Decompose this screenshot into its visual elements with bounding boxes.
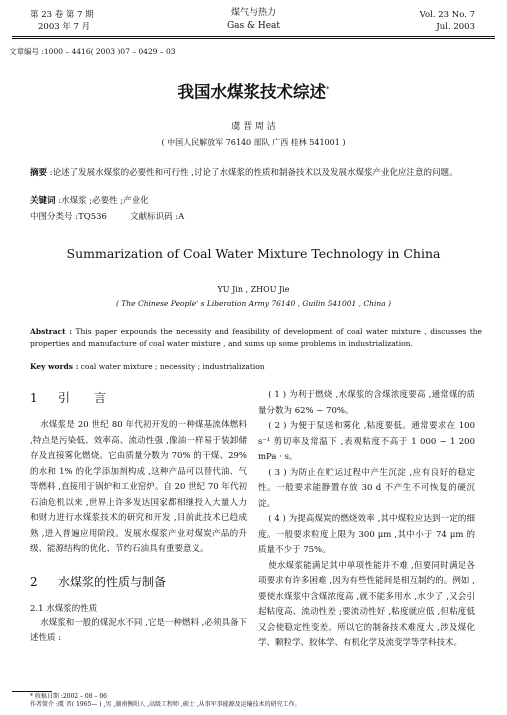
class-number-label: 中图分类号 : (30, 212, 79, 222)
volume-issue-line: 第 23 卷 第 7 期 (30, 10, 94, 20)
date-en-line: Jul. 2003 (436, 22, 475, 32)
body-right-column (258, 388, 475, 652)
property-item-1: ( 1 ) 为利于燃烧 ,水煤浆的含煤浓度要高 ,通常煤的质量分数为 62% ~ 70%。 (258, 390, 475, 416)
section-2-number: 2 (30, 574, 38, 589)
keywords-en-label: Key words : (30, 362, 79, 371)
abstract-cn-text: :论述了发展水煤浆的必要性和可行性 ,讨论了水煤浆的性质和制备技术以及发展水煤浆产业化应注意的问题。 (47, 168, 458, 178)
abstract-en-label: Abstract : (30, 327, 73, 336)
document-code-label: 文献标识码 : (130, 212, 179, 222)
section-1-number: 1 (30, 391, 38, 405)
document-code-value: A (178, 212, 185, 222)
intro-paragraph: 水煤浆是 20 世纪 80 年代初开发的一种煤基流体燃料 ,特点是污染低、效率高、流动性强 ,像油一样易于装卸储存及直接雾化燃烧。它由质量分数为 70% 的干煤、29% 的水和 1% 的化学添加剂构成 ,这种产品可以替代油、气等燃料 ,直接用于锅炉和工业窑炉。自 20 世纪 70 年代初石油危机以来 ,世界上许多发达国家都相继投入大量人力和财力进行水煤浆技术的研究和开发 ,目前此技术已趋成熟 ,进入普遍应用阶段。发展水煤浆产业对煤炭产品的升级、能源结构的优化、节约石油具有重要意义。 (30, 420, 247, 554)
property-item-4: ( 4 ) 为提高煤炭的燃烧效率 ,其中煤粒应达到一定的细度。一般要求粒度上限为 300 μm ,其中小于 74 μm 的质量不少于 75%。 (258, 514, 475, 555)
properties-intro-paragraph: 水煤浆和一般的煤泥水不同 ,它是一种燃料 ,必须具备下述性质 : (30, 617, 247, 643)
paper-title-cn (0, 77, 507, 105)
authors-cn: 虞 晋 周 洁 (231, 122, 276, 132)
properties-discussion-paragraph: 使水煤浆能满足其中单项性能并不难 ,但要同时满足各项要求有许多困难 ,因为有些性能间是相互制约的。例如 ,要使水煤浆中含煤浓度高 ,就不能多用水 ,水少了 ,又会引起粘度高、流动性差 ;要流动性好 ,粘度就应低 ,但粘度低又会使稳定性变差。所以它的制备技术难度大 ,涉及煤化学、颗粒学、胶体学、有机化学及流变学等学科技术。 (258, 560, 475, 648)
section-1-title: 引言 (58, 391, 131, 405)
affiliation-cn: ( 中国人民解放军 76140 部队 广西 桂林 541001 ) (161, 138, 346, 147)
property-item-2: ( 2 ) 为便于泵送和雾化 ,粘度要低。通常要求在 100 s⁻¹ 剪切率及常温下 ,表观粘度不高于 1 000 ~ 1 200 mPa · s。 (258, 421, 475, 462)
footnote-rule (12, 691, 52, 692)
footnote (30, 693, 301, 709)
paper-title-cn-text: 我国水煤浆技术综述 (177, 82, 326, 102)
abstract-en-text: This paper expounds the necessity and feasibility of development of coal water mixture , discusses the properties and manufacture of coal water mixture , and sums up some problems in industrialization. (30, 327, 482, 348)
volume-en-line: Vol. 23 No. 7 (419, 10, 475, 20)
section-2-title: 水煤浆的性质与制备 (58, 574, 167, 589)
class-number-value: TQ536 (78, 212, 107, 222)
abstract-cn (30, 167, 482, 180)
classification-line (30, 211, 184, 223)
keywords-cn (30, 195, 149, 207)
authors-en: YU Jin , ZHOU Jie (217, 285, 290, 294)
keywords-cn-label: 关键词 (30, 196, 56, 206)
article-number: 文章编号 :1000 – 4416( 2003 )07 – 0429 – 03 (9, 47, 176, 56)
keywords-cn-text: :水煤浆 ;必要性 ;产业化 (55, 196, 149, 206)
abstract-cn-label: 摘要 (30, 168, 48, 178)
title-footnote-mark: * (326, 85, 330, 93)
journal-volume-en (420, 9, 475, 33)
section-1-heading (30, 388, 247, 408)
section-2-heading (30, 572, 247, 592)
subsection-2-1-heading: 2.1 水煤浆的性质 (30, 603, 98, 614)
issue-date-line: 2003 年 7 月 (38, 22, 91, 32)
paper-title-en: Summarization of Coal Water Mixture Technology in China (66, 246, 441, 261)
author-bio: 作者简介 :虞 晋( 1965— ) ,男 ,湖南衡阳人 ,高级工程师 ,硕士 ,从事军事能源及运输技术的研究工作。 (30, 701, 301, 708)
journal-name-en: Gas & Heat (226, 21, 281, 31)
keywords-en-text: coal water mixture ; necessity ; industrialization (78, 362, 265, 371)
abstract-en (30, 326, 482, 349)
journal-name-cn: 煤气与热力 (230, 8, 276, 18)
property-item-3: ( 3 ) 为防止在贮运过程中产生沉淀 ,应有良好的稳定性。一般要求能静置存放 30 d 不产生不可恢复的硬沉淀。 (258, 467, 475, 509)
body-left-column (30, 388, 247, 647)
keywords-en (30, 361, 265, 372)
received-date: * 收稿日期 :2002 – 08 – 06 (30, 693, 108, 700)
affiliation-en: ( The Chinese People' s Liberation Army 76140 , Guilin 541001 , China ) (115, 299, 391, 308)
header-rule-thin (12, 38, 495, 39)
header-rule-thick (12, 36, 495, 37)
